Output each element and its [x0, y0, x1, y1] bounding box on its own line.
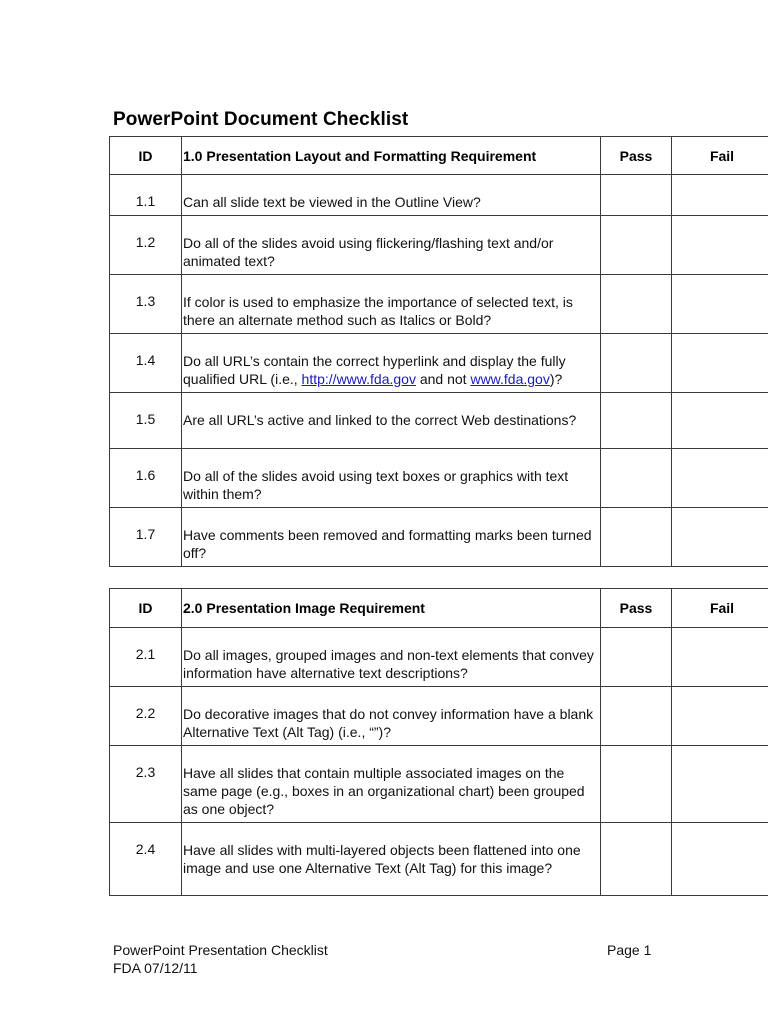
fail-header: Fail — [672, 589, 768, 628]
table-row — [110, 216, 768, 275]
fail-cell[interactable] — [672, 275, 768, 334]
row-requirement: Can all slide text be viewed in the Outline View? — [182, 175, 601, 216]
pass-header: Pass — [601, 589, 672, 628]
pass-cell[interactable] — [601, 628, 672, 687]
row-id: 2.1 — [110, 628, 182, 687]
fail-cell[interactable] — [672, 449, 768, 508]
row-requirement: Do all of the slides avoid using flickering/flashing text and/or animated text? — [182, 216, 601, 275]
url-text-middle: and not — [415, 371, 471, 387]
pass-cell[interactable] — [601, 746, 672, 823]
layout-formatting-table — [109, 136, 768, 567]
fda-full-url-link[interactable]: http://www.fda.gov — [301, 371, 416, 387]
url-text-after: )? — [549, 371, 563, 387]
footer-left — [113, 941, 328, 977]
fail-cell[interactable] — [672, 393, 768, 449]
footer-document-title: PowerPoint Presentation Checklist — [113, 942, 328, 958]
row-id: 1.5 — [110, 393, 182, 449]
fail-cell[interactable] — [672, 746, 768, 823]
pass-header: Pass — [601, 137, 672, 175]
fail-cell[interactable] — [672, 628, 768, 687]
row-id: 1.7 — [110, 508, 182, 567]
footer-date: FDA 07/12/11 — [113, 960, 198, 976]
requirement-header: 1.0 Presentation Layout and Formatting Requirement — [182, 137, 601, 175]
row-requirement: Have all slides with multi-layered objects been flattened into one image and use one Alternative Text (Alt Tag) for this image? — [182, 823, 601, 896]
row-requirement: If color is used to emphasize the importance of selected text, is there an alternate method such as Italics or Bold? — [182, 275, 601, 334]
row-requirement: Do all images, grouped images and non-text elements that convey information have alternative text descriptions? — [182, 628, 601, 687]
row-id: 1.4 — [110, 334, 182, 393]
pass-cell[interactable] — [601, 508, 672, 567]
table-row — [110, 175, 768, 216]
id-header: ID — [110, 137, 182, 175]
fail-cell[interactable] — [672, 175, 768, 216]
row-id: 1.3 — [110, 275, 182, 334]
row-requirement — [182, 334, 601, 393]
row-id: 2.3 — [110, 746, 182, 823]
fail-cell[interactable] — [672, 508, 768, 567]
row-requirement: Do decorative images that do not convey information have a blank Alternative Text (Alt Tag) (i.e., “”)? — [182, 687, 601, 746]
table-header-row — [110, 137, 768, 175]
image-requirement-table — [109, 588, 768, 896]
row-id: 2.4 — [110, 823, 182, 896]
table-row — [110, 746, 768, 823]
pass-cell[interactable] — [601, 393, 672, 449]
fail-cell[interactable] — [672, 334, 768, 393]
row-requirement: Have all slides that contain multiple associated images on the same page (e.g., boxes in an organizational chart) been grouped as one object? — [182, 746, 601, 823]
row-id: 1.1 — [110, 175, 182, 216]
table-row — [110, 823, 768, 896]
fail-cell[interactable] — [672, 687, 768, 746]
table-row — [110, 393, 768, 449]
table-row — [110, 275, 768, 334]
row-requirement: Have comments been removed and formatting marks been turned off? — [182, 508, 601, 567]
pass-cell[interactable] — [601, 216, 672, 275]
id-header: ID — [110, 589, 182, 628]
row-id: 1.6 — [110, 449, 182, 508]
pass-cell[interactable] — [601, 823, 672, 896]
pass-cell[interactable] — [601, 175, 672, 216]
fail-header: Fail — [672, 137, 768, 175]
table-row — [110, 508, 768, 567]
row-requirement: Do all of the slides avoid using text boxes or graphics with text within them? — [182, 449, 601, 508]
fail-cell[interactable] — [672, 823, 768, 896]
pass-cell[interactable] — [601, 334, 672, 393]
fail-cell[interactable] — [672, 216, 768, 275]
requirement-header: 2.0 Presentation Image Requirement — [182, 589, 601, 628]
table-row — [110, 628, 768, 687]
pass-cell[interactable] — [601, 687, 672, 746]
table-row — [110, 687, 768, 746]
fda-short-url-link[interactable]: www.fda.gov — [470, 371, 550, 387]
row-id: 2.2 — [110, 687, 182, 746]
pass-cell[interactable] — [601, 275, 672, 334]
table-row — [110, 449, 768, 508]
table-row — [110, 334, 768, 393]
pass-cell[interactable] — [601, 449, 672, 508]
row-requirement: Are all URL’s active and linked to the correct Web destinations? — [182, 393, 601, 449]
row-id: 1.2 — [110, 216, 182, 275]
page-title: PowerPoint Document Checklist — [113, 109, 409, 130]
table-header-row — [110, 589, 768, 628]
footer-page-number: Page 1 — [607, 942, 652, 958]
url-text-before: Do all URL’s contain the correct hyperlink and display the fully qualified URL (i.e., — [183, 353, 566, 387]
